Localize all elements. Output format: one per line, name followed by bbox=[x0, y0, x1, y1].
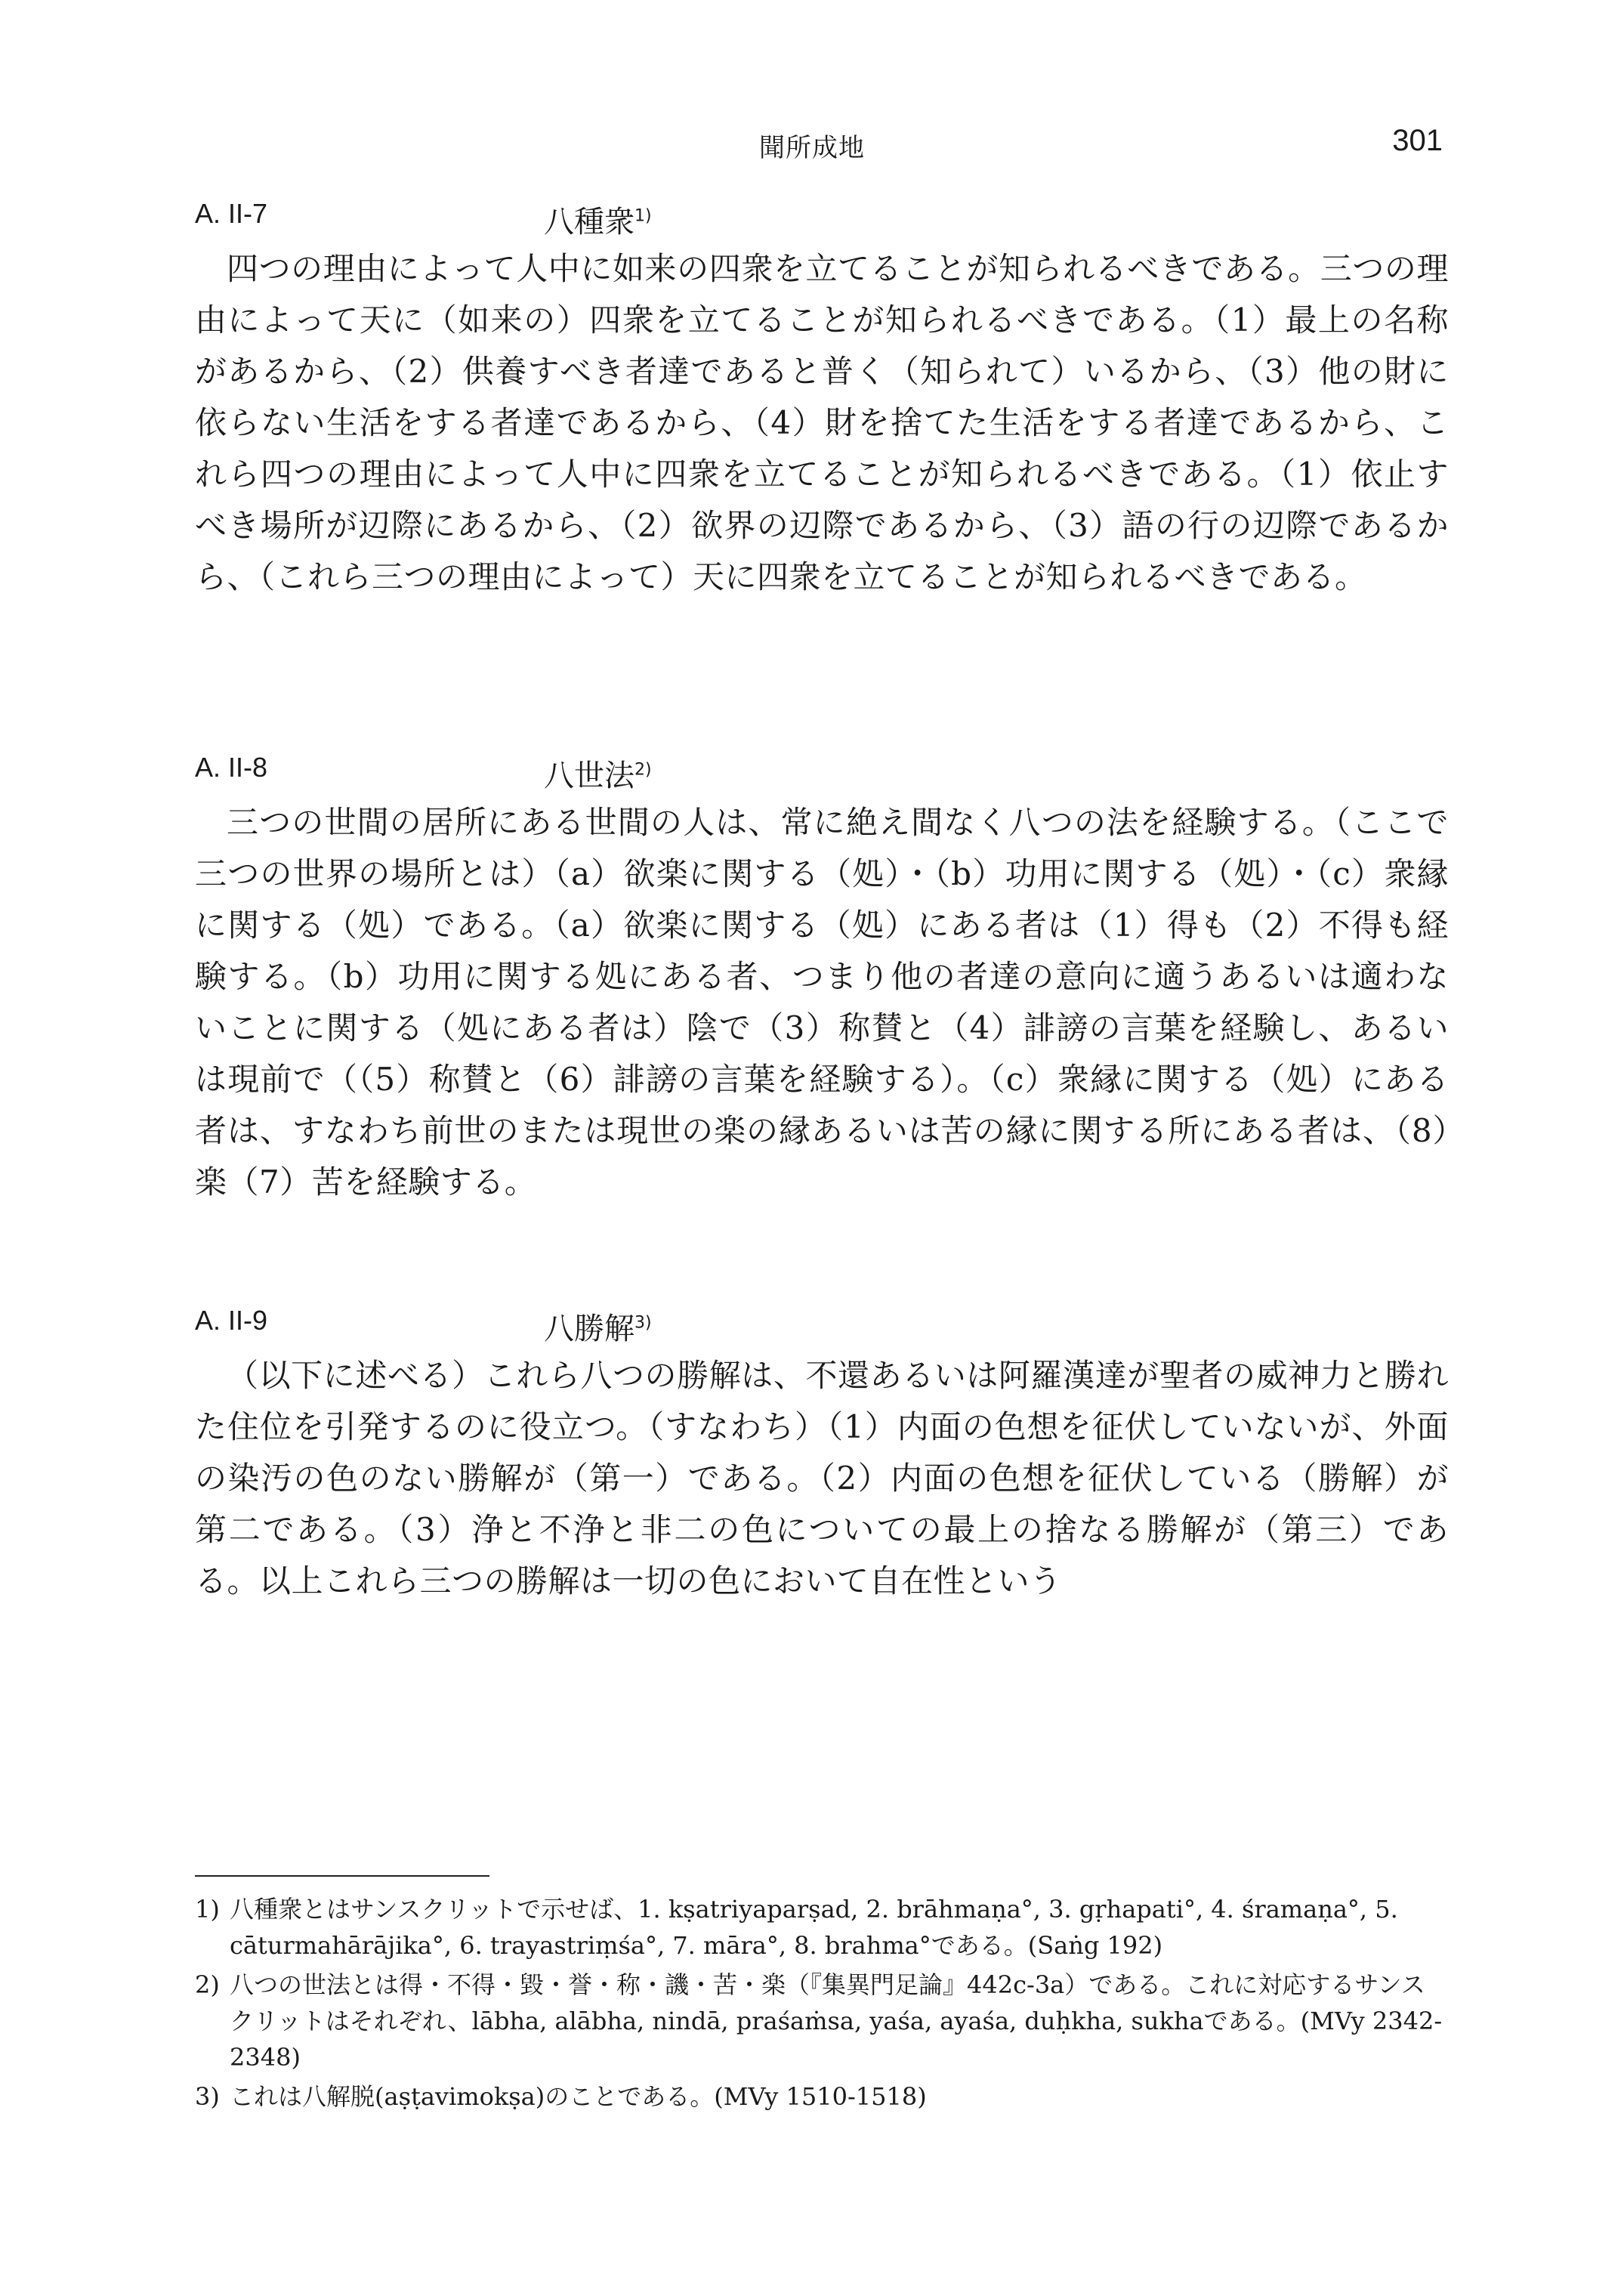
footnote-number: 3) bbox=[195, 2082, 220, 2111]
footnote-ref[interactable]: 2) bbox=[634, 760, 652, 780]
section-title bbox=[544, 198, 652, 241]
footnotes bbox=[195, 1891, 1449, 2118]
section-id: A. II-8 bbox=[195, 752, 268, 783]
section-id: A. II-7 bbox=[195, 198, 268, 229]
section-heading bbox=[195, 1305, 1449, 1350]
section-body: 四つの理由によって人中に如来の四衆を立てることが知られるべきである。三つの理由によって天に（如来の）四衆を立てることが知られるべきである。（1）最上の名称があるから、（2）供養すべき者達であると普く（知られて）いるから、（3）他の財に依らない生活をする者達であるから、（4）財を捨てた生活をする者達であるから、これら四つの理由によって人中に四衆を立てることが知られるべきである。（1）依止すべき場所が辺際にあるから、（2）欲界の辺際であるから、（3）語の行の辺際であるから、（これら三つの理由によって）天に四衆を立てることが知られるべきである。 bbox=[195, 250, 1449, 595]
section-heading bbox=[195, 752, 1449, 797]
footnote-number: 2) bbox=[195, 1970, 220, 1999]
section-id: A. II-9 bbox=[195, 1305, 268, 1336]
footnote-item bbox=[195, 1967, 1449, 2075]
footnote-divider bbox=[195, 1875, 489, 1877]
page-number: 301 bbox=[1392, 124, 1443, 157]
section-body: 三つの世間の居所にある世間の人は、常に絶え間なく八つの法を経験する。（ここで三つの世界の場所とは）（a）欲楽に関する（処）・（b）功用に関する（処）・（c）衆縁に関する（処）である。（a）欲楽に関する（処）にある者は（1）得も（2）不得も経験する。（b）功用に関する処にある者、つまり他の者達の意向に適うあるいは適わないことに関する（処にある者は）陰で（3）称賛と（4）誹謗の言葉を経験し、あるいは現前で（（5）称賛と（6）誹謗の言葉を経験する）。（c）衆縁に関する（処）にある者は、すなわち前世のまたは現世の楽の縁あるいは苦の縁に関する所にある者は、（8）楽（7）苦を経験する。 bbox=[195, 804, 1449, 1201]
footnote-item bbox=[195, 1891, 1449, 1964]
section-title-text: 八種衆 bbox=[544, 205, 634, 239]
footnote-number: 1) bbox=[195, 1895, 220, 1924]
section-a-ii-9 bbox=[195, 1305, 1449, 1607]
section-title bbox=[544, 752, 652, 795]
section-heading bbox=[195, 198, 1449, 243]
footnote-ref[interactable]: 3) bbox=[634, 1313, 652, 1333]
footnote-text: 八つの世法とは得・不得・毀・誉・称・譏・苦・楽（『集異門足論』442c-3a）である。これに対応するサンスクリットはそれぞれ、lābha, alābha, nindā, praśaṁsa, yaśa, ayaśa, duḥkha, sukhaである。(MVy 2342-2348) bbox=[230, 1970, 1443, 2072]
section-title bbox=[544, 1305, 652, 1348]
running-title: 聞所成地 bbox=[759, 133, 865, 163]
section-a-ii-7 bbox=[195, 198, 1449, 603]
section-title-text: 八世法 bbox=[544, 759, 634, 793]
footnote-item bbox=[195, 2078, 1449, 2115]
section-title-text: 八勝解 bbox=[544, 1312, 634, 1346]
footnote-text: これは八解脱(aṣṭavimokṣa)のことである。(MVy 1510-1518) bbox=[230, 2082, 927, 2111]
footnote-ref[interactable]: 1) bbox=[634, 206, 652, 226]
footnote-text: 八種衆とはサンスクリットで示せば、1. kṣatriyaparṣad, 2. brāhmaṇa°, 3. gṛhapati°, 4. śramaṇa°, 5. cāturmahārājika°, 6. trayastriṃśa°, 7. māra°, 8. brahma°である。(Saṅg 192) bbox=[230, 1895, 1398, 1960]
section-body: （以下に述べる）これら八つの勝解は、不還あるいは阿羅漢達が聖者の威神力と勝れた住位を引発するのに役立つ。（すなわち）（1）内面の色想を征伏していないが、外面の染汚の色のない勝解が（第一）である。（2）内面の色想を征伏している（勝解）が第二である。（3）浄と不浄と非二の色についての最上の捨なる勝解が（第三）である。以上これら三つの勝解は一切の色において自在性という bbox=[195, 1357, 1449, 1599]
section-a-ii-8 bbox=[195, 752, 1449, 1208]
